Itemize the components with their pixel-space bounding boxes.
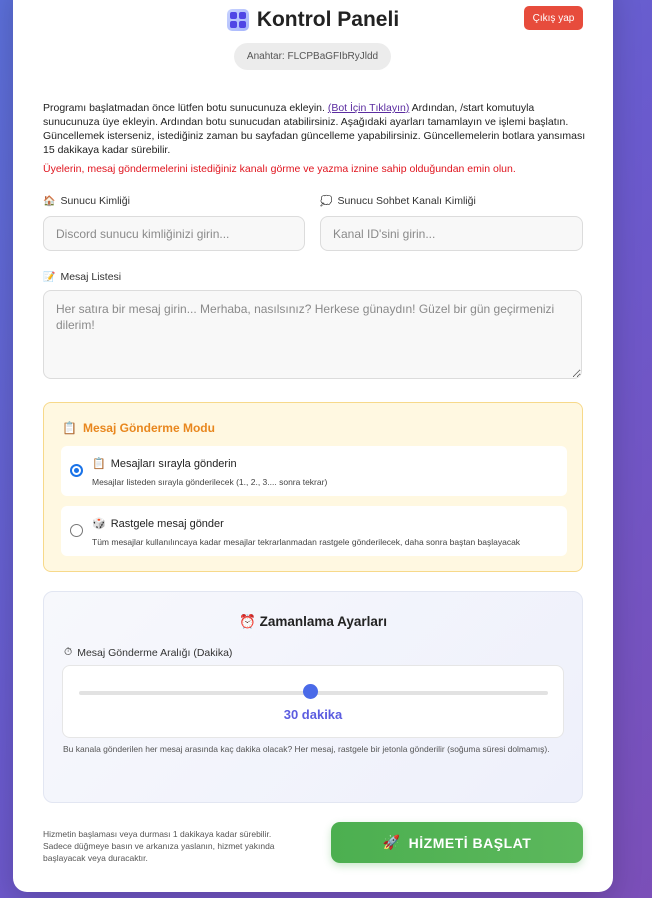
page-title: Kontrol Paneli — [256, 8, 400, 31]
control-panel — [13, 0, 613, 892]
server-id-label — [43, 195, 130, 207]
intro-text-part: Programı başlatmadan önce lütfen botu sunucunuza ekleyin. — [43, 102, 328, 114]
dice-icon: 🎲 — [92, 518, 106, 530]
send-mode-section — [43, 402, 583, 572]
random-option-title — [92, 517, 224, 530]
page-header — [13, 8, 613, 32]
interval-slider-card — [62, 665, 564, 738]
random-radio[interactable] — [70, 524, 83, 537]
channel-id-label-text: Sunucu Sohbet Kanalı Kimliği — [337, 195, 476, 207]
intro-text — [43, 101, 588, 157]
message-list-label — [43, 271, 121, 283]
timing-title-text: Zamanlama Ayarları — [259, 614, 387, 629]
control-knobs-icon — [227, 9, 249, 31]
start-service-label: HİZMETİ BAŞLAT — [408, 834, 532, 851]
intro-text-part: Ardından, /start komutuyla sunucunuza üye ekleyin. Ardından botu sunucudan atabilirsiniz. Aşağıdaki ayarları tamamlayın ve işlemi başlatın. Güncellemek isterseniz, istediğiniz zaman bu sayfadan güncelleme yapabilirsiniz. Güncellemelerin botlara yansıması 15 dakikaya kadar sürebilir. — [43, 102, 586, 156]
timing-title — [44, 614, 582, 630]
interval-value: 30 dakika — [283, 707, 343, 722]
timing-section — [43, 591, 583, 803]
key-badge: Anahtar: FLCPBaGFIbRyJldd — [234, 43, 391, 70]
service-note: Hizmetin başlaması veya durması 1 dakikaya kadar sürebilir. Sadece düğmeye basın ve arkanıza yaslanın, hizmet yakında başlayacak veya duracaktır. — [43, 829, 275, 863]
timing-note: Bu kanala gönderilen her mesaj arasında kaç dakika olacak? Her mesaj, rastgele bir jetonla gönderilir (soğuma süresi dolmamış). — [63, 744, 550, 754]
channel-id-label — [320, 195, 476, 207]
logout-button[interactable]: Çıkış yap — [524, 6, 583, 30]
memo-icon: 📝 — [43, 271, 56, 283]
server-id-label-text: Sunucu Kimliği — [60, 195, 130, 207]
bot-invite-link[interactable]: (Bot İçin Tıklayın) — [327, 102, 410, 114]
interval-label-text: Mesaj Gönderme Aralığı (Dakika) — [77, 646, 233, 659]
server-id-input[interactable] — [43, 216, 305, 251]
channel-id-input[interactable] — [320, 216, 583, 251]
sequential-option-label: Mesajları sırayla gönderin — [110, 457, 237, 470]
sequential-option-title — [92, 457, 237, 470]
start-service-button[interactable] — [331, 822, 583, 863]
alarm-clock-icon: ⏰ — [239, 614, 256, 629]
random-option-desc: Tüm mesajlar kullanılıncaya kadar mesajlar tekrarlanmadan rastgele gönderilecek, daha sonra baştan başlayacak — [92, 537, 521, 547]
permission-warning: Üyelerin, mesaj göndermelerini istediğiniz kanalı görme ve yazma iznine sahip olduğundan emin olun. — [43, 163, 516, 175]
speech-bubble-icon: 💭 — [320, 195, 333, 207]
mode-option-sequential[interactable] — [61, 446, 567, 496]
sequential-option-desc: Mesajlar listeden sırayla gönderilecek (1., 2., 3.... sonra tekrar) — [92, 477, 328, 487]
send-mode-title-text: Mesaj Gönderme Modu — [82, 421, 215, 435]
clipboard-list-icon: 📋 — [92, 458, 106, 470]
house-icon: 🏠 — [43, 195, 56, 207]
random-option-label: Rastgele mesaj gönder — [110, 517, 224, 530]
interval-label — [64, 646, 232, 659]
stopwatch-icon: ⏱ — [64, 646, 73, 658]
message-list-label-text: Mesaj Listesi — [60, 271, 122, 283]
send-mode-title — [62, 421, 215, 435]
mode-option-random[interactable] — [61, 506, 567, 556]
clipboard-icon: 📋 — [62, 421, 77, 435]
rocket-icon: 🚀 — [382, 834, 401, 850]
interval-slider-thumb[interactable] — [303, 684, 318, 699]
sequential-radio[interactable] — [70, 464, 83, 477]
message-list-textarea[interactable] — [43, 290, 582, 379]
